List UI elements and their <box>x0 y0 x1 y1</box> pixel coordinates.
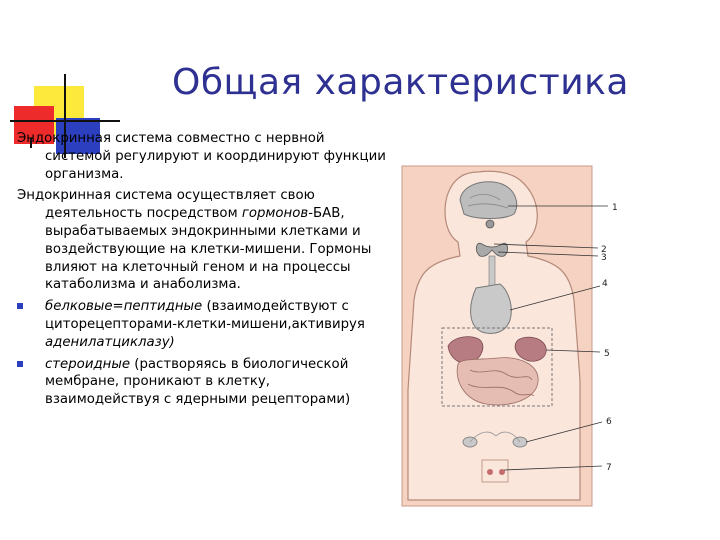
bullet-1-italic2: аденилатциклазу) <box>45 334 175 350</box>
bullet-1-text: (взаимодействуют с циторецепторами-клетки-мишени,активируя <box>45 299 365 332</box>
diagram-label-5: 5 <box>604 349 610 359</box>
bullet-icon <box>17 361 23 367</box>
paragraph-2 <box>17 187 387 294</box>
bullet-2-italic: стероидные <box>45 356 131 372</box>
diagram-label-3: 3 <box>601 253 607 263</box>
bullet-icon <box>17 303 23 309</box>
endocrine-diagram <box>390 160 630 510</box>
brain-icon <box>460 182 517 219</box>
diagram-label-7: 7 <box>606 463 612 473</box>
bullet-2-text: (растворяясь в биологической мембране, проникают в клетку, взаимодействуя с ядерными рецепторами) <box>45 356 351 408</box>
pituitary-icon <box>486 220 494 228</box>
thymus-icon <box>471 284 512 334</box>
decor-line-horizontal <box>10 120 120 122</box>
paragraph-2-lead: Эндокринная система осуществляет свою деятельность посредством <box>17 188 315 222</box>
diagram-label-4: 4 <box>602 279 608 289</box>
diagram-label-1: 1 <box>612 203 618 213</box>
bullet-item-1 <box>17 298 387 351</box>
paragraph-1: Эндокринная система совместно с нервной системой регулируют и координируют функции организма. <box>17 131 386 182</box>
diagram-label-2: 2 <box>601 245 607 255</box>
slide-text <box>17 130 387 413</box>
diagram-label-6: 6 <box>606 417 612 427</box>
paragraph-2-rest: -БАВ, вырабатываемых эндокринными клетками и воздействующие на клетки-мишени. Гормоны влияют на клеточный геном и на процессы катаболизма и анаболизма. <box>45 206 372 293</box>
bullet-item-2 <box>17 356 387 409</box>
slide-title: Общая характеристика <box>172 62 629 103</box>
bullet-1-italic: белковые=пептидные <box>45 299 203 315</box>
paragraph-2-italic: гормонов <box>241 206 309 222</box>
testis-left-icon <box>487 469 493 475</box>
